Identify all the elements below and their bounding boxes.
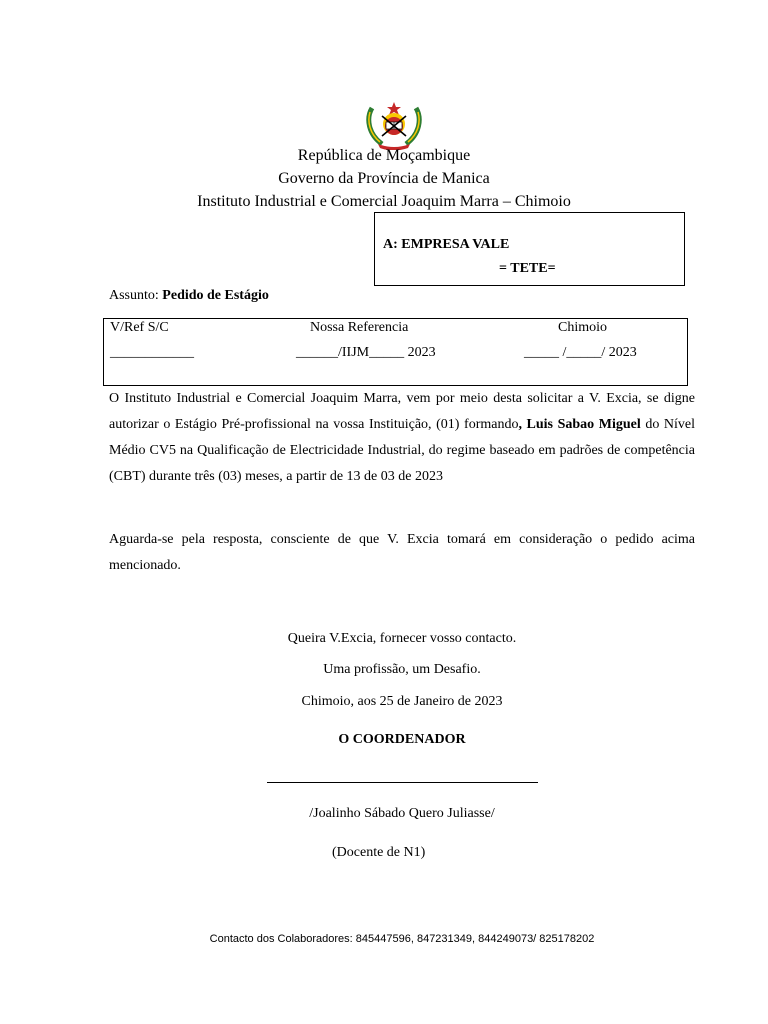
signatory-title: O COORDENADOR <box>338 732 466 747</box>
ref-col2-value: ______/IIJM_____ 2023 <box>296 345 436 360</box>
footer-contacts: Contacto dos Colaboradores: 845447596, 847231349, 844249073/ 825178202 <box>209 933 595 945</box>
student-name: , Luis Sabao Miguel <box>518 417 641 432</box>
subject-line <box>109 288 269 304</box>
body-p1-text-cont: do Nível Médio CV5 na Qualificação de Electricidade Industrial, do regime baseado em padrões de competência (CBT) durante três (03) meses, a partir de 13 de 03 de 2023 <box>109 417 695 484</box>
recipient-location: = TETE= <box>499 261 556 276</box>
body-p1-text: O Instituto Industrial e Comercial Joaquim Marra, vem por meio desta solicitar a V. Excia, se digne autorizar o Estágio Pré-profissional na vossa Instituição, (01) formando <box>109 391 695 432</box>
ref-col1-value: ____________ <box>110 345 194 360</box>
recipient-box <box>374 212 685 286</box>
body-paragraph-2: Aguarda-se pela resposta, consciente de que V. Excia tomará em consideração o pedido acima mencionado. <box>109 532 695 573</box>
closing-date: Chimoio, aos 25 de Janeiro de 2023 <box>301 694 503 709</box>
ref-col3-header: Chimoio <box>558 320 608 335</box>
signatory-name: /Joalinho Sábado Quero Juliasse/ <box>309 806 495 821</box>
body-paragraph-1 <box>109 386 695 490</box>
recipient-name: A: EMPRESA VALE <box>383 237 510 252</box>
coat-of-arms-icon <box>364 100 424 150</box>
signatory-role: (Docente de N1) <box>332 845 426 860</box>
header-government: Governo da Província de Manica <box>278 170 490 187</box>
signature-line <box>267 782 538 783</box>
header-republic: República de Moçambique <box>297 147 471 164</box>
ref-col3-value: _____ /_____/ 2023 <box>524 345 637 360</box>
header-institute: Instituto Industrial e Comercial Joaquim Marra – Chimoio <box>197 193 571 210</box>
ref-col1-header: V/Ref S/C <box>110 320 169 335</box>
closing-motto: Uma profissão, um Desafio. <box>323 662 481 677</box>
closing-contact-request: Queira V.Excia, fornecer vosso contacto. <box>287 631 517 646</box>
subject-value: Pedido de Estágio <box>162 288 269 303</box>
ref-col2-header: Nossa Referencia <box>310 320 409 335</box>
reference-box <box>103 318 688 386</box>
subject-label: Assunto: <box>109 288 163 303</box>
